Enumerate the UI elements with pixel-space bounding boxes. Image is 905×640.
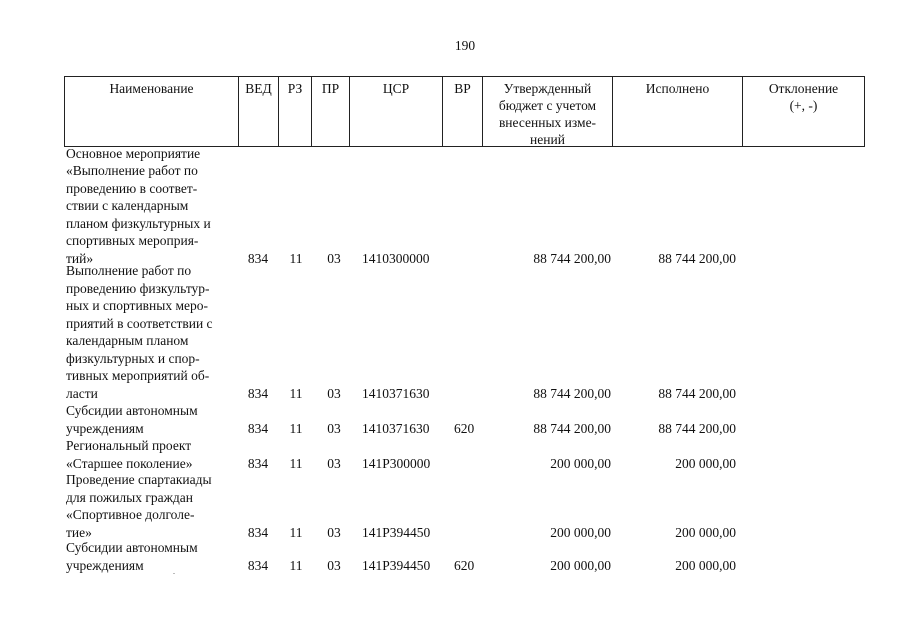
row-csr: 1410371630 <box>362 420 430 436</box>
header-name: Наименование <box>65 77 239 146</box>
row-ved: 834 <box>247 557 269 573</box>
row-pr: 03 <box>327 524 341 540</box>
row-vr: 620 <box>454 420 475 436</box>
row-csr: 141P394450 <box>362 557 431 573</box>
row-name-line: ных и спортивных меро- <box>66 298 209 313</box>
row-name-line: приятий в соответствии с <box>66 315 213 331</box>
header-budget <box>483 77 613 146</box>
row-name-line: календарным планом <box>66 333 189 348</box>
row-name-line: спортивных мероприя- <box>66 233 199 248</box>
row-pr: 03 <box>327 385 341 401</box>
header-rz: РЗ <box>279 77 312 146</box>
table-row <box>66 437 866 472</box>
row-name-line: ласти <box>66 385 98 401</box>
header-deviation-line: Отклонение <box>768 81 839 96</box>
row-name <box>66 471 241 541</box>
row-pr: 03 <box>327 250 341 266</box>
row-done: 88 744 200,00 <box>658 420 736 436</box>
row-name <box>66 437 241 472</box>
row-csr: 141P300000 <box>362 455 431 471</box>
row-name-line: Региональный проект <box>66 438 192 453</box>
row-name-line: Проведение спартакиады <box>66 472 212 487</box>
row-name <box>66 402 241 437</box>
row-ved: 834 <box>247 524 269 540</box>
row-name <box>66 262 241 402</box>
row-name <box>66 539 241 574</box>
header-vr: ВР <box>443 77 483 146</box>
row-budget: 200 000,00 <box>550 557 611 573</box>
row-name-line: учреждениям <box>66 557 144 573</box>
header-pr: ПР <box>312 77 350 146</box>
row-pr: 03 <box>327 557 341 573</box>
row-name-line: Основное мероприятие <box>66 145 201 161</box>
table-row <box>66 262 866 402</box>
row-budget: 88 744 200,00 <box>533 250 611 266</box>
row-ved: 834 <box>247 455 269 471</box>
header-csr: ЦСР <box>350 77 443 146</box>
header-deviation-line: (+, -) <box>789 98 818 113</box>
row-name-line: учреждениям <box>66 420 144 436</box>
row-budget: 88 744 200,00 <box>533 420 611 436</box>
row-name-line: Выполнение работ по <box>66 263 192 278</box>
row-budget: 200 000,00 <box>550 524 611 540</box>
row-csr: 1410371630 <box>362 385 430 401</box>
row-name-line: «Спортивное долголе- <box>66 507 195 522</box>
row-rz: 11 <box>289 385 303 401</box>
row-name-line: Субсидии автономным <box>66 403 198 418</box>
row-done: 88 744 200,00 <box>658 250 736 266</box>
row-pr: 03 <box>327 420 341 436</box>
table-row <box>66 402 866 437</box>
row-rz: 11 <box>289 524 303 540</box>
header-budget-line: нений <box>530 132 565 147</box>
row-name-line: «Выполнение работ по <box>66 163 198 178</box>
row-ved: 834 <box>247 250 269 266</box>
table-header <box>64 76 865 147</box>
row-name-line: тий» <box>66 250 94 266</box>
header-budget-line: Утвержденный <box>503 81 592 96</box>
row-name-line: проведению физкультур- <box>66 280 210 296</box>
header-deviation <box>743 77 864 146</box>
page-number: 190 <box>454 38 476 53</box>
row-done: 200 000,00 <box>675 524 736 540</box>
header-ved: ВЕД <box>239 77 279 146</box>
row-name-line: ствии с календарным <box>66 198 189 213</box>
row-rz: 11 <box>289 557 303 573</box>
row-budget: 88 744 200,00 <box>533 385 611 401</box>
row-name-line: для пожилых граждан <box>66 489 194 505</box>
row-name <box>66 145 241 268</box>
row-rz: 11 <box>289 250 303 266</box>
row-name-line: планом физкультурных и <box>66 215 211 231</box>
row-ved: 834 <box>247 420 269 436</box>
row-name-line: «Старшее поколение» <box>66 455 193 471</box>
row-csr: 1410300000 <box>362 250 430 266</box>
table-row <box>66 471 866 541</box>
row-name-line: физкультурных и спор- <box>66 350 200 366</box>
table-row <box>66 145 866 267</box>
row-name-line: Субсидии автономным <box>66 540 198 555</box>
header-budget-line: внесенных изме- <box>498 115 597 130</box>
row-name-line: тивных мероприятий об- <box>66 368 210 383</box>
row-pr: 03 <box>327 455 341 471</box>
row-budget: 200 000,00 <box>550 455 611 471</box>
table-row <box>66 539 866 574</box>
header-budget-line: бюджет с учетом <box>498 98 597 113</box>
row-rz: 11 <box>289 420 303 436</box>
row-ved: 834 <box>247 385 269 401</box>
row-name-line: проведению в соответ- <box>66 180 198 196</box>
row-done: 200 000,00 <box>675 455 736 471</box>
row-rz: 11 <box>289 455 303 471</box>
row-done: 88 744 200,00 <box>658 385 736 401</box>
scan-speck <box>173 573 175 574</box>
row-name-line: тие» <box>66 524 92 540</box>
row-csr: 141P394450 <box>362 524 431 540</box>
row-vr: 620 <box>454 557 475 573</box>
header-done: Исполнено <box>613 77 743 146</box>
row-done: 200 000,00 <box>675 557 736 573</box>
